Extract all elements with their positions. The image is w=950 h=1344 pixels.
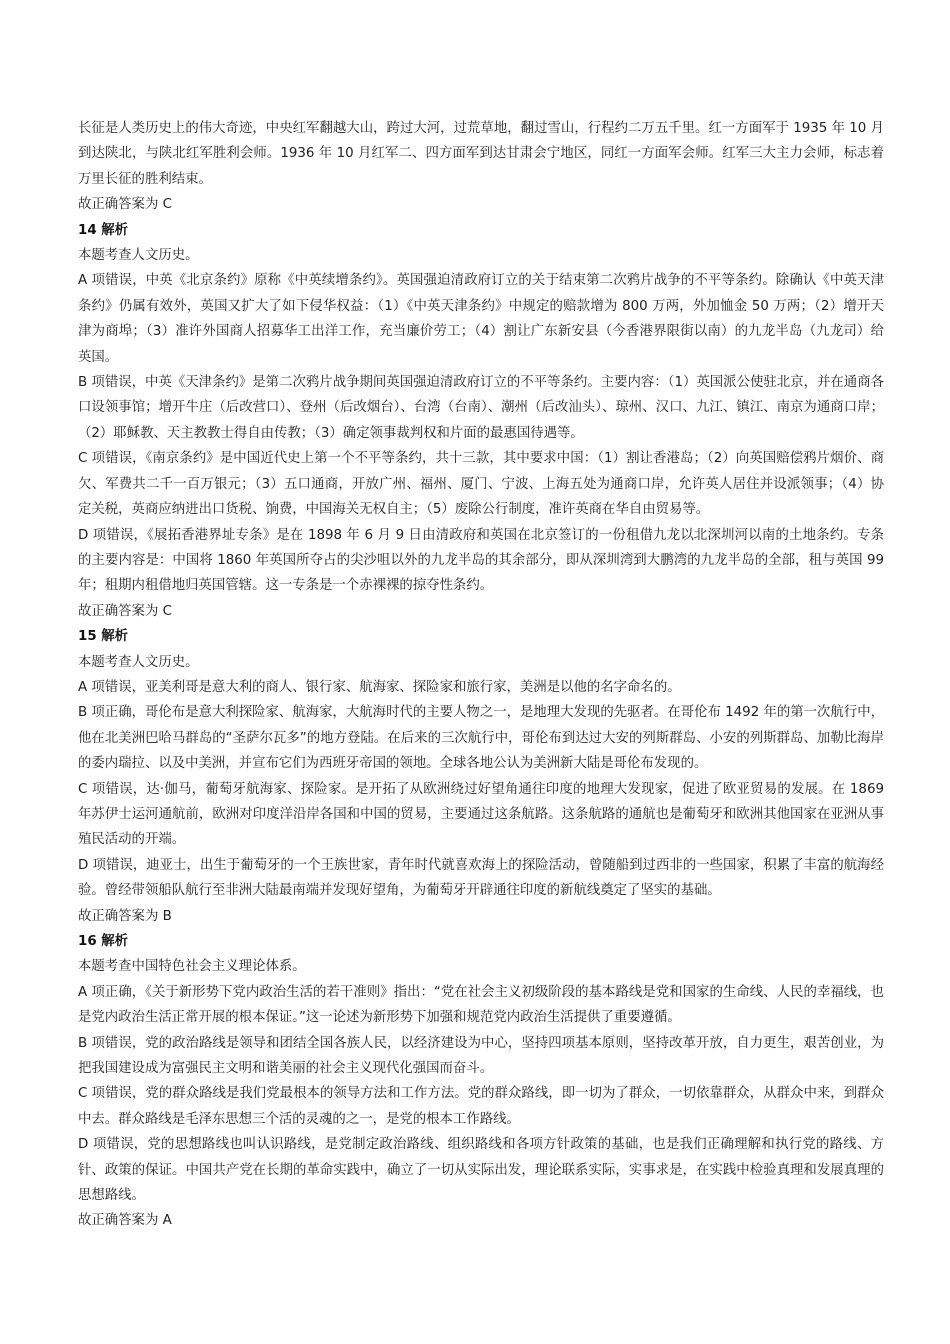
paragraph: C 项错误，达·伽马，葡萄牙航海家、探险家。是开拓了从欧洲绕过好望角通往印度的地理大发现家，促进了欧亚贸易的发展。在 1869 年苏伊士运河通航前，欧洲对印度洋沿岸各国和中国的贸易，主要通过这条航路。这条航路的通航也是葡萄牙和欧洲其他国家在亚洲从事殖民活动的开端。 <box>78 781 884 848</box>
section-heading: 15 解析 <box>78 629 129 645</box>
paragraph: D 项错误，迪亚士，出生于葡萄牙的一个王族世家，青年时代就喜欢海上的探险活动，曾随船到过西非的一些国家，积累了丰富的航海经验。曾经带领船队航行至非洲大陆最南端并发现好望角，为葡萄牙开辟通往印度的新航线奠定了坚实的基础。 <box>78 857 884 899</box>
answer-line: 故正确答案为 C <box>78 197 172 213</box>
paragraph: 本题考查人文历史。 <box>78 248 199 264</box>
section-15 <box>78 624 884 929</box>
section-13-continued <box>78 116 884 218</box>
paragraph: B 项错误，中英《天津条约》是第二次鸦片战争期间英国强迫清政府订立的不平等条约。主要内容：（1）英国派公使驻北京，并在通商各口设领事馆；增开牛庄（后改营口）、登州（后改烟台）、台湾（台南）、潮州（后改汕头）、琼州、汉口、九江、镇江、南京为通商口岸；（2）耶稣教、天主教教士得自由传教；（3）确定领事裁判权和片面的最惠国待遇等。 <box>78 375 884 441</box>
paragraph: C 项错误，《南京条约》是中国近代史上第一个不平等条约，共十三款，其中要求中国：（1）割让香港岛；（2）向英国赔偿鸦片烟价、商欠、军费共二千一百万银元；（3）五口通商，开放广州、福州、厦门、宁波、上海五处为通商口岸，允许英人居住并设派领事；（4）协定关税，英商应纳进出口货税、饷费，中国海关无权自主；（5）废除公行制度，准许英商在华自由贸易等。 <box>78 451 884 518</box>
paragraph: B 项错误，党的政治路线是领导和团结全国各族人民，以经济建设为中心，坚持四项基本原则，坚持改革开放，自力更生，艰苦创业，为把我国建设成为富强民主文明和谐美丽的社会主义现代化强国而奋斗。 <box>78 1035 884 1077</box>
paragraph: B 项正确，哥伦布是意大利探险家、航海家，大航海时代的主要人物之一，是地理大发现的先驱者。在哥伦布 1492 年的第一次航行中，他在北美洲巴哈马群岛的“圣萨尔瓦多”的地方登陆。在后来的三次航行中，哥伦布到达过大安的列斯群岛、小安的列斯群岛、加勒比海岸的委内瑞拉、以及中美洲，并宣布它们为西班牙帝国的领地。全球各地公认为美洲新大陆是哥伦布发现的。 <box>78 705 884 772</box>
section-14 <box>78 218 884 625</box>
paragraph: C 项错误，党的群众路线是我们党最根本的领导方法和工作方法。党的群众路线，即一切为了群众，一切依靠群众，从群众中来，到群众中去。群众路线是毛泽东思想三个活的灵魂的之一，是党的根本工作路线。 <box>78 1086 884 1127</box>
document-page <box>78 116 884 1234</box>
answer-line: 故正确答案为 B <box>78 908 172 924</box>
paragraph: D 项错误，《展拓香港界址专条》是在 1898 年 6 月 9 日由清政府和英国在北京签订的一份租借九龙以北深圳河以南的土地条约。专条的主要内容是：中国将 1860 年英国所夺占的尖沙咀以外的九龙半岛的其余部分，即从深圳湾到大鹏湾的九龙半岛的全部，租与英国 99 年；租期内租借地归英国管辖。这一专条是一个赤裸裸的掠夺性条约。 <box>78 527 884 594</box>
answer-line: 故正确答案为 A <box>78 1213 172 1229</box>
paragraph: A 项错误，中英《北京条约》原称《中英续增条约》。英国强迫清政府订立的关于结束第二次鸦片战争的不平等条约。除确认《中英天津条约》仍属有效外，英国又扩大了如下侵华权益：（1）《中英天津条约》中规定的赔款增为 800 万两，外加恤金 50 万两；（2）增开天津为商埠；（3）准许外国商人招募华工出洋工作，充当廉价劳工；（4）割让广东新安县（今香港界限街以南）的九龙半岛（九龙司）给英国。 <box>78 273 884 365</box>
paragraph: A 项正确，《关于新形势下党内政治生活的若干准则》指出：“党在社会主义初级阶段的基本路线是党和国家的生命线、人民的幸福线，也是党内政治生活正常开展的根本保证。”这一论述为新形势下加强和规范党内政治生活提供了重要遵循。 <box>78 984 884 1026</box>
section-heading: 16 解析 <box>78 934 129 949</box>
section-16 <box>78 929 884 1234</box>
paragraph: 本题考查人文历史。 <box>78 654 199 670</box>
answer-line: 故正确答案为 C <box>78 603 172 619</box>
paragraph: D 项错误，党的思想路线也叫认识路线，是党制定政治路线、组织路线和各项方针政策的基础，也是我们正确理解和执行党的路线、方针、政策的保证。中国共产党在长期的革命实践中，确立了一切从实际出发，理论联系实际，实事求是，在实践中检验真理和发展真理的思想路线。 <box>78 1137 884 1204</box>
paragraph: A 项错误，亚美利哥是意大利的商人、银行家、航海家、探险家和旅行家，美洲是以他的名字命名的。 <box>78 679 681 695</box>
paragraph: 长征是人类历史上的伟大奇迹，中央红军翻越大山，跨过大河，过荒草地，翻过雪山，行程约二万五千里。红一方面军于 1935 年 10 月到达陕北，与陕北红军胜利会师。1936 年 10 月红军二、四方面军到达甘肃会宁地区，同红一方面军会师。红军三大主力会师，标志着万里长征的胜利结束。 <box>78 121 884 187</box>
section-heading: 14 解析 <box>78 222 129 238</box>
paragraph: 本题考查中国特色社会主义理论体系。 <box>78 959 306 975</box>
